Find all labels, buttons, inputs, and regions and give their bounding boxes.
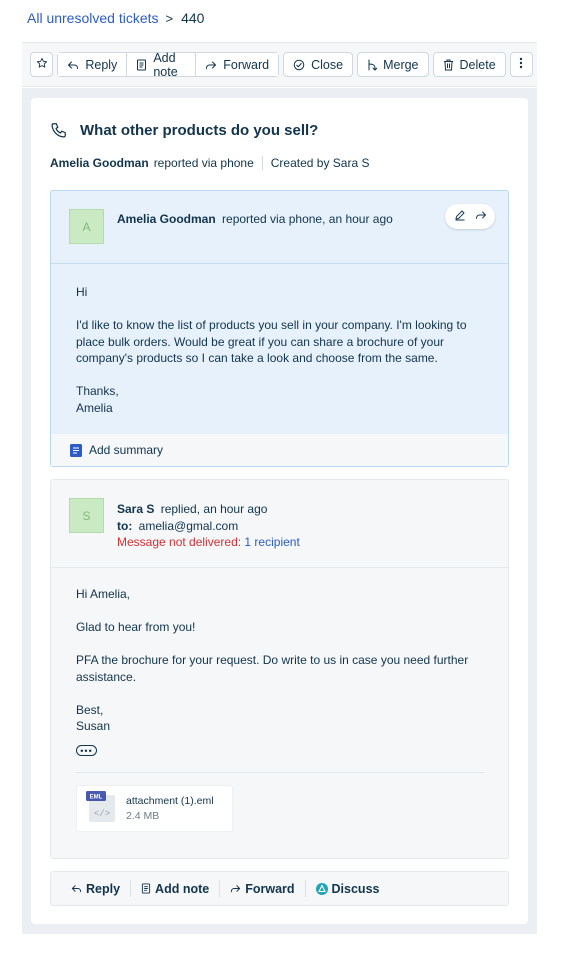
trash-icon [443,59,454,71]
to-label: to: [117,518,133,533]
ticket-subject [50,122,318,139]
message-body [76,284,491,416]
edit-icon[interactable] [454,209,466,224]
forward-icon [205,59,217,71]
forward-icon [230,883,241,894]
message-paragraph: Susan [76,719,111,733]
attachment-divider [76,772,484,773]
merge-button[interactable] [357,52,428,77]
bottom-forward-button[interactable] [219,880,304,897]
note-icon [136,59,147,71]
message-paragraph: PFA the brochure for your request. Do write to us in case you need further assistance. [76,653,469,684]
star-icon [36,57,48,72]
ellipsis-icon: ••• [80,745,93,756]
star-button[interactable] [30,52,53,77]
channel-text: reported via phone [153,156,254,170]
breadcrumb [27,10,204,26]
bottom-forward-label: Forward [245,881,295,896]
ticket-meta [50,156,369,170]
message-paragraph: Hi [76,285,88,299]
add-summary-button[interactable] [51,434,508,466]
requester-name[interactable]: Amelia Goodman [50,156,149,170]
show-quoted-text-button[interactable] [76,745,97,756]
bottom-add-note-label: Add note [155,881,210,896]
message-author[interactable]: Amelia Goodman [117,212,216,226]
phone-icon [50,122,67,139]
forward-label: Forward [223,57,270,72]
more-actions-button[interactable] [510,52,533,77]
message-paragraph: Thanks, [76,384,119,398]
reply-button[interactable] [58,53,127,76]
eml-file-icon [86,791,116,826]
forward-button[interactable] [196,53,278,76]
to-email: amelia@gmal.com [138,518,239,533]
svg-text:</>: </> [93,809,111,819]
reply-icon [67,59,79,71]
message-header [51,480,508,568]
attachment-card[interactable] [76,785,233,832]
add-summary-label: Add summary [89,443,164,457]
delivery-error: Message not delivered: [117,535,242,549]
more-vertical-icon [519,57,523,72]
breadcrumb-link-unresolved[interactable]: All unresolved tickets [27,10,159,26]
message-paragraph: Amelia [76,400,113,415]
incoming-message [50,190,509,467]
meta-divider [262,156,263,170]
message-body [76,586,491,735]
message-header [51,191,508,264]
message-paragraph: I'd like to know the list of products you sell in your company. I'm looking to place bulk orders. Would be great if you can share a brochure of your company's products so I can take a look and choose from the same. [76,318,467,365]
discuss-icon [316,883,328,895]
reply-message [50,479,509,859]
created-by: Created by Sara S [270,156,370,170]
ticket-number: 440 [181,10,205,26]
message-author-block [117,501,300,551]
merge-icon [367,59,377,71]
reply-action-group [57,52,279,77]
reply-label: Reply [85,57,118,72]
message-paragraph: Best, [76,702,104,717]
bottom-discuss-button[interactable] [305,880,390,897]
merge-label: Merge [383,57,419,72]
delete-button[interactable] [433,52,506,77]
add-note-button[interactable] [127,50,196,79]
ticket-subject-text: What other products do you sell? [80,122,319,139]
avatar: S [69,498,104,533]
failed-recipients-link[interactable]: 1 recipient [244,535,300,549]
message-paragraph: Hi Amelia, [76,587,131,601]
breadcrumb-separator: > [165,10,174,26]
avatar: A [69,209,104,244]
message-author[interactable]: Sara S [117,502,155,516]
document-icon [70,444,82,457]
bottom-discuss-label: Discuss [331,881,380,896]
attachment-size: 2.4 MB [126,810,160,822]
close-button[interactable] [283,52,353,77]
add-note-label: Add note [153,50,178,79]
reply-actions-bar [50,871,509,906]
message-meta: replied, an hour ago [160,502,268,516]
message-meta: reported via phone, an hour ago [222,212,393,226]
message-author-line [117,212,393,226]
bottom-add-note-button[interactable] [130,880,219,897]
bottom-reply-label: Reply [86,881,121,896]
message-actions [445,204,495,229]
note-icon [141,883,151,894]
ticket-toolbar [22,42,537,87]
message-paragraph: Glad to hear from you! [76,620,196,634]
forward-icon[interactable] [475,209,487,224]
close-label: Close [311,57,344,72]
attachment-name: attachment (1).eml [126,795,214,807]
reply-icon [71,883,82,894]
delete-label: Delete [459,57,496,72]
bottom-reply-button[interactable] [61,880,130,897]
check-circle-icon [293,59,305,71]
eml-badge: EML [89,794,103,801]
